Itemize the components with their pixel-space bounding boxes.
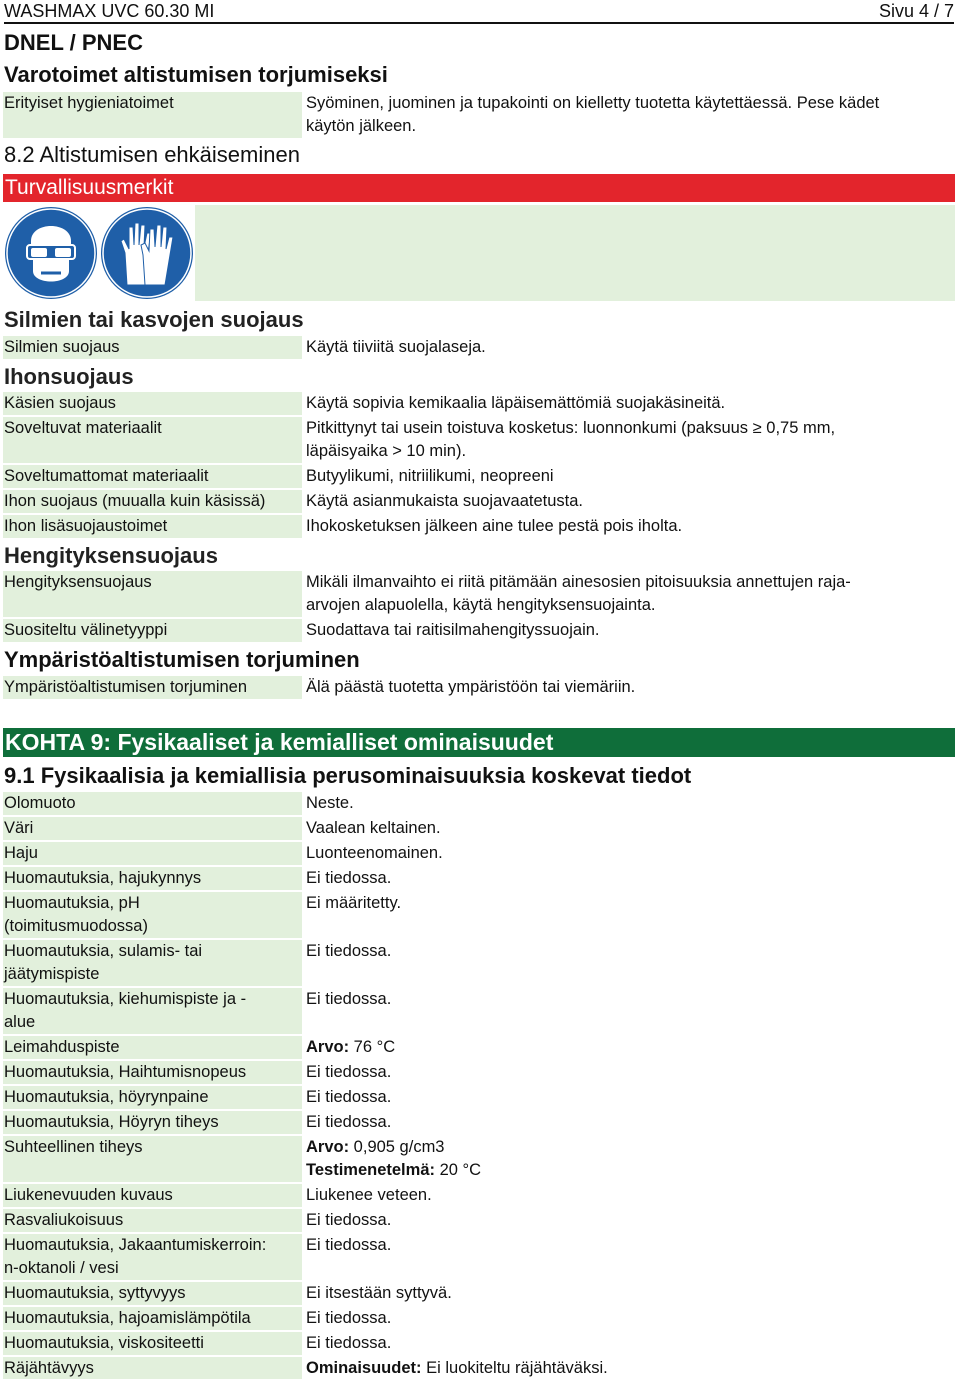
property-label-text: Leimahduspiste — [4, 1038, 120, 1056]
header-divider — [4, 22, 954, 24]
property-value — [306, 817, 926, 840]
property-label-text: Haju — [4, 844, 38, 862]
property-value-text: 76 °C — [349, 1038, 396, 1056]
property-value — [306, 792, 926, 815]
property-value — [306, 1061, 926, 1084]
property-label-text: Olomuoto — [4, 794, 76, 812]
property-label — [3, 817, 302, 840]
respiratory-heading: Hengityksensuojaus — [4, 543, 218, 568]
suitable-materials-value-1: Pitkittynyt tai usein toistuva kosketus: luonnonkumi (paksuus ≥ 0,75 mm, — [306, 419, 836, 437]
dnel-heading: DNEL / PNEC — [4, 30, 143, 55]
property-label — [3, 1086, 302, 1109]
gloves-icon — [99, 205, 195, 301]
page-number: Sivu 4 / 7 — [878, 1, 954, 21]
property-value-text: Ei luokiteltu räjähtäväksi. — [421, 1359, 608, 1377]
respiratory-value-1: Mikäli ilmanvaihto ei riitä pitämään ainesosien pitoisuuksia annettujen raja- — [306, 573, 851, 591]
property-label-text: Huomautuksia, höyrynpaine — [4, 1088, 209, 1106]
property-value-text: Luonteenomainen. — [306, 844, 443, 862]
property-label — [3, 1282, 302, 1305]
property-value — [306, 1332, 926, 1355]
property-label-text-2: alue — [4, 1013, 36, 1031]
section-8-2-heading: 8.2 Altistumisen ehkäiseminen — [4, 142, 300, 167]
property-value — [306, 1234, 926, 1257]
property-value — [306, 940, 926, 963]
property-value — [306, 988, 926, 1011]
section-9-bar: KOHTA 9: Fysikaaliset ja kemialliset ominaisuudet — [3, 728, 955, 757]
property-label — [3, 988, 302, 1034]
property-value-text: Ei tiedossa. — [306, 1063, 392, 1081]
property-value-key: Ominaisuudet: — [306, 1359, 422, 1377]
property-value — [306, 892, 926, 915]
property-value-text: Ei määritetty. — [306, 894, 402, 912]
property-label-text: Liukenevuuden kuvaus — [4, 1186, 173, 1204]
property-label-text: Huomautuksia, Jakaantumiskerroin: — [4, 1236, 267, 1254]
property-label-text: Huomautuksia, syttyvyys — [4, 1284, 186, 1302]
unsuitable-materials-label: Soveltumattomat materiaalit — [3, 465, 302, 488]
property-label — [3, 1234, 302, 1280]
property-value-text: Ei tiedossa. — [306, 990, 392, 1008]
property-label — [3, 1111, 302, 1134]
property-label — [3, 1357, 302, 1379]
property-label-text: Huomautuksia, pH — [4, 894, 140, 912]
property-value-text: Vaalean keltainen. — [306, 819, 441, 837]
property-label-text: Huomautuksia, Höyryn tiheys — [4, 1113, 219, 1131]
property-value — [306, 867, 926, 890]
property-value — [306, 842, 926, 865]
property-label — [3, 1136, 302, 1182]
property-value — [306, 1086, 926, 1109]
respiratory-label: Hengityksensuojaus — [3, 571, 302, 617]
skin-protection-heading: Ihonsuojaus — [4, 364, 134, 389]
property-value — [306, 1136, 926, 1182]
face-protection-pictogram — [3, 205, 99, 301]
respiratory-value-2: arvojen alapuolella, käytä hengityksensuojainta. — [306, 596, 656, 614]
property-label-text: Väri — [4, 819, 34, 837]
recommended-equipment-value: Suodattava tai raitisilmahengityssuojain. — [306, 621, 600, 639]
property-label — [3, 867, 302, 890]
environment-heading: Ympäristöaltistumisen torjuminen — [4, 647, 360, 672]
property-label — [3, 1307, 302, 1330]
hygiene-label: Erityiset hygieniatoimet — [3, 92, 302, 138]
hygiene-value-2: käytön jälkeen. — [306, 117, 417, 135]
property-value-text: Ei tiedossa. — [306, 942, 392, 960]
recommended-equipment-label: Suositeltu välinetyyppi — [3, 619, 302, 642]
suitable-materials-value-2: läpäisyaika > 10 min). — [306, 442, 467, 460]
property-value-text: Ei tiedossa. — [306, 1309, 392, 1327]
eye-protection-label: Silmien suojaus — [3, 336, 302, 359]
property-label-text-2: jäätymispiste — [4, 965, 100, 983]
face-protection-icon — [3, 205, 99, 301]
property-value — [306, 1209, 926, 1232]
property-value — [306, 1282, 926, 1305]
body-protection-value: Käytä asianmukaista suojavaatetusta. — [306, 492, 583, 510]
property-label-text: Huomautuksia, sulamis- tai — [4, 942, 203, 960]
property-value-text: Liukenee veteen. — [306, 1186, 432, 1204]
property-label — [3, 792, 302, 815]
property-value-text: Neste. — [306, 794, 354, 812]
property-value-text: Ei tiedossa. — [306, 1236, 392, 1254]
property-label-text-2: (toimitusmuodossa) — [4, 917, 148, 935]
property-label-text: Huomautuksia, kiehumispiste ja - — [4, 990, 247, 1008]
environment-value: Älä päästä tuotetta ympäristöön tai viemäriin. — [306, 678, 636, 696]
property-label-text: Huomautuksia, hajukynnys — [4, 869, 202, 887]
eye-protection-heading: Silmien tai kasvojen suojaus — [4, 307, 304, 332]
extra-skin-measures-value: Ihokosketuksen jälkeen aine tulee pestä pois iholta. — [306, 517, 683, 535]
body-protection-label: Ihon suojaus (muualla kuin käsissä) — [3, 490, 302, 513]
property-label — [3, 842, 302, 865]
property-value-key: Arvo: — [306, 1038, 350, 1056]
property-label — [3, 1061, 302, 1084]
hand-protection-value: Käytä sopivia kemikaalia läpäisemättömiä suojakäsineitä. — [306, 394, 726, 412]
property-value-text: Ei itsestään syttyvä. — [306, 1284, 452, 1302]
property-label — [3, 1332, 302, 1355]
precautions-heading: Varotoimet altistumisen torjumiseksi — [4, 62, 388, 87]
document-title: WASHMAX UVC 60.30 MI — [4, 1, 215, 21]
environment-label: Ympäristöaltistumisen torjuminen — [3, 676, 302, 699]
hand-protection-label: Käsien suojaus — [3, 392, 302, 415]
property-value-text: Ei tiedossa. — [306, 1088, 392, 1106]
property-value — [306, 1184, 926, 1207]
property-label-text: Huomautuksia, hajoamislämpötila — [4, 1309, 251, 1327]
extra-skin-measures-label: Ihon lisäsuojaustoimet — [3, 515, 302, 538]
property-label — [3, 892, 302, 938]
property-value-text: Ei tiedossa. — [306, 1334, 392, 1352]
property-label — [3, 1209, 302, 1232]
property-value — [306, 1307, 926, 1330]
property-value-text: 0,905 g/cm3 — [349, 1138, 445, 1156]
property-label — [3, 1036, 302, 1059]
unsuitable-materials-value: Butyylikumi, nitriilikumi, neopreeni — [306, 467, 554, 485]
property-value-text-2: 20 °C — [435, 1161, 482, 1179]
hygiene-value-1: Syöminen, juominen ja tupakointi on kielletty tuotetta käytettäessä. Pese kädet — [306, 94, 880, 112]
property-label-text: Rasvaliukoisuus — [4, 1211, 124, 1229]
property-value-key: Arvo: — [306, 1138, 350, 1156]
eye-protection-value: Käytä tiiviitä suojalaseja. — [306, 338, 486, 356]
property-value — [306, 1111, 926, 1134]
property-label-text: Huomautuksia, Haihtumisnopeus — [4, 1063, 247, 1081]
property-label-text: Huomautuksia, viskositeetti — [4, 1334, 204, 1352]
property-label-text-2: n-oktanoli / vesi — [4, 1259, 119, 1277]
property-value — [306, 1357, 926, 1379]
property-value-text: Ei tiedossa. — [306, 1211, 392, 1229]
property-label-text: Suhteellinen tiheys — [4, 1138, 143, 1156]
section-9-1-heading: 9.1 Fysikaalisia ja kemiallisia perusominaisuuksia koskevat tiedot — [4, 763, 692, 788]
property-value-key-2: Testimenetelmä: — [306, 1161, 435, 1179]
gloves-pictogram — [99, 205, 195, 301]
safety-signs-bar: Turvallisuusmerkit — [3, 174, 955, 202]
property-label-text: Räjähtävyys — [4, 1359, 94, 1377]
suitable-materials-label: Soveltuvat materiaalit — [3, 417, 302, 463]
property-value-text: Ei tiedossa. — [306, 1113, 392, 1131]
property-label — [3, 940, 302, 986]
property-value — [306, 1036, 926, 1059]
property-label — [3, 1184, 302, 1207]
property-value-text: Ei tiedossa. — [306, 869, 392, 887]
